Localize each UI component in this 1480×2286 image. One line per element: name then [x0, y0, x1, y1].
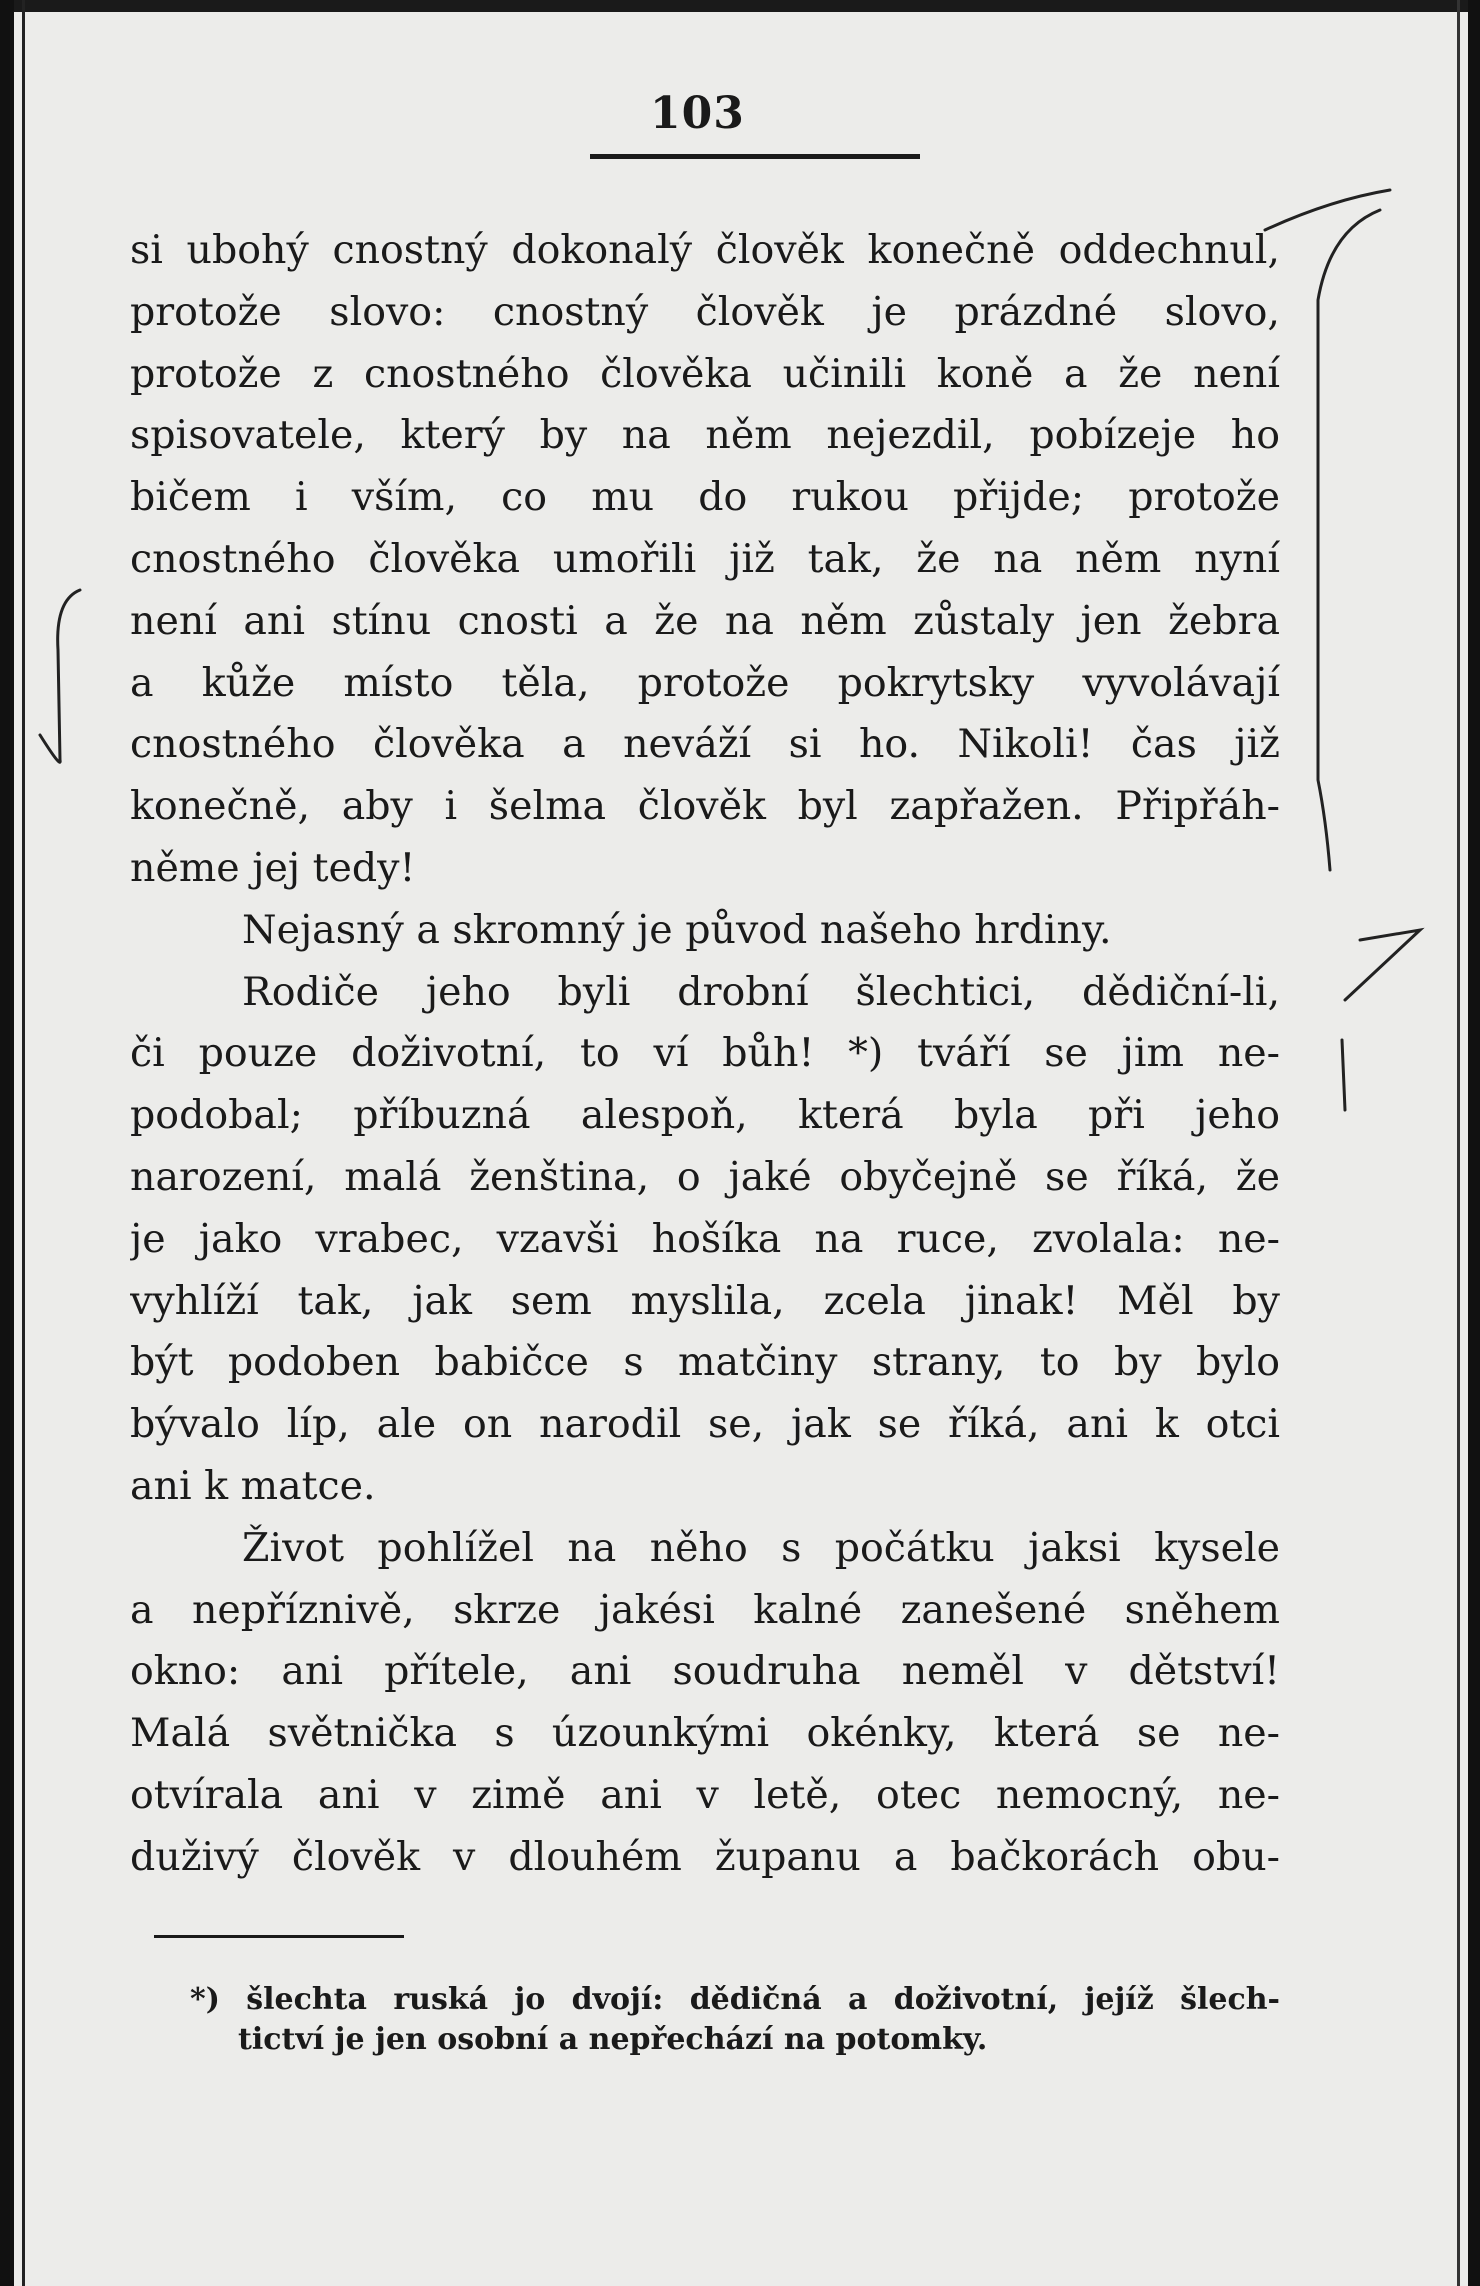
text-line: Rodiče jeho byli drobní šlechtici, dědiční-li, [242, 968, 1280, 1015]
text-line: být podoben babičce s matčiny strany, to by bylo [130, 1339, 1280, 1386]
text-line: a nepříznivě, skrze jakési kalné zanešené sněhem [130, 1586, 1280, 1633]
text-line: bývalo líp, ale on narodil se, jak se říká, ani k otci [130, 1401, 1280, 1448]
text-line: vyhlíží tak, jak sem myslila, zcela jinak! Měl by [130, 1277, 1280, 1324]
text-line: okno: ani přítele, ani soudruha neměl v dětství! [130, 1648, 1280, 1695]
footnote-line: tictví je jen osobní a nepřechází na potomky. [238, 2022, 988, 2057]
text-line: ani k matce. [130, 1462, 376, 1509]
margin-arrow-mark [1345, 930, 1420, 1000]
text-line: duživý člověk v dlouhém županu a bačkorách obu- [130, 1833, 1280, 1880]
text-line: Život pohlížel na něho s počátku jaksi kysele [242, 1524, 1280, 1571]
text-line: je jako vrabec, vzavši hošíka na ruce, zvolala: ne- [130, 1215, 1280, 1262]
scan-border-left [0, 0, 14, 2286]
margin-vertical-tick-mark [1342, 1040, 1345, 1110]
footnote-line: *) šlechta ruská jo dvojí: dědičná a doživotní, jejíž šlech- [190, 1982, 1280, 2017]
text-line: či pouze doživotní, to ví bůh! *) tváří se jim ne- [130, 1030, 1280, 1077]
text-line: cnostného člověka umořili již tak, že na něm nyní [130, 535, 1280, 582]
text-line: konečně, aby i šelma člověk byl zapřažen. Připřáh- [130, 783, 1280, 830]
page-number: 103 [650, 88, 745, 139]
text-line: otvírala ani v zimě ani v letě, otec nemocný, ne- [130, 1771, 1280, 1818]
text-line: protože slovo: cnostný člověk je prázdné slovo, [130, 288, 1280, 335]
text-line: není ani stínu cnosti a že na něm zůstaly jen žebra [130, 597, 1280, 644]
text-line: spisovatele, který by na něm nejezdil, pobízeje ho [130, 412, 1280, 459]
text-line: a kůže místo těla, protože pokrytsky vyvolávají [130, 659, 1280, 706]
footnote-divider [154, 1935, 404, 1938]
footnote [130, 1980, 1280, 2060]
scan-border-right [1468, 0, 1480, 2286]
scan-border-left-line [22, 0, 25, 2286]
text-line: narození, malá ženština, o jaké obyčejně se říká, že [130, 1153, 1280, 1200]
body-text [130, 220, 1280, 1889]
text-line: cnostného člověka a neváží si ho. Nikoli! čas již [130, 721, 1280, 768]
text-line: bičem i vším, co mu do rukou přijde; protože [130, 474, 1280, 521]
text-line: Nejasný a skromný je původ našeho hrdiny. [242, 906, 1112, 953]
scan-border-right-line [1457, 0, 1460, 2286]
text-line: Malá světnička s úzounkými okénky, která se ne- [130, 1710, 1280, 1757]
text-line: podobal; příbuzná alespoň, která byla při jeho [130, 1092, 1280, 1139]
text-line: něme jej tedy! [130, 844, 416, 891]
page-number-rule [590, 154, 920, 159]
text-line: si ubohý cnostný dokonalý člověk konečně oddechnul, [130, 227, 1280, 273]
scan-border-top [0, 0, 1480, 12]
text-line: protože z cnostného člověka učinili koně a že není [130, 350, 1280, 397]
margin-bracket-left-mark [40, 590, 80, 762]
margin-bracket-right-mark [1318, 210, 1380, 870]
margin-top-stroke-mark [1265, 190, 1390, 230]
